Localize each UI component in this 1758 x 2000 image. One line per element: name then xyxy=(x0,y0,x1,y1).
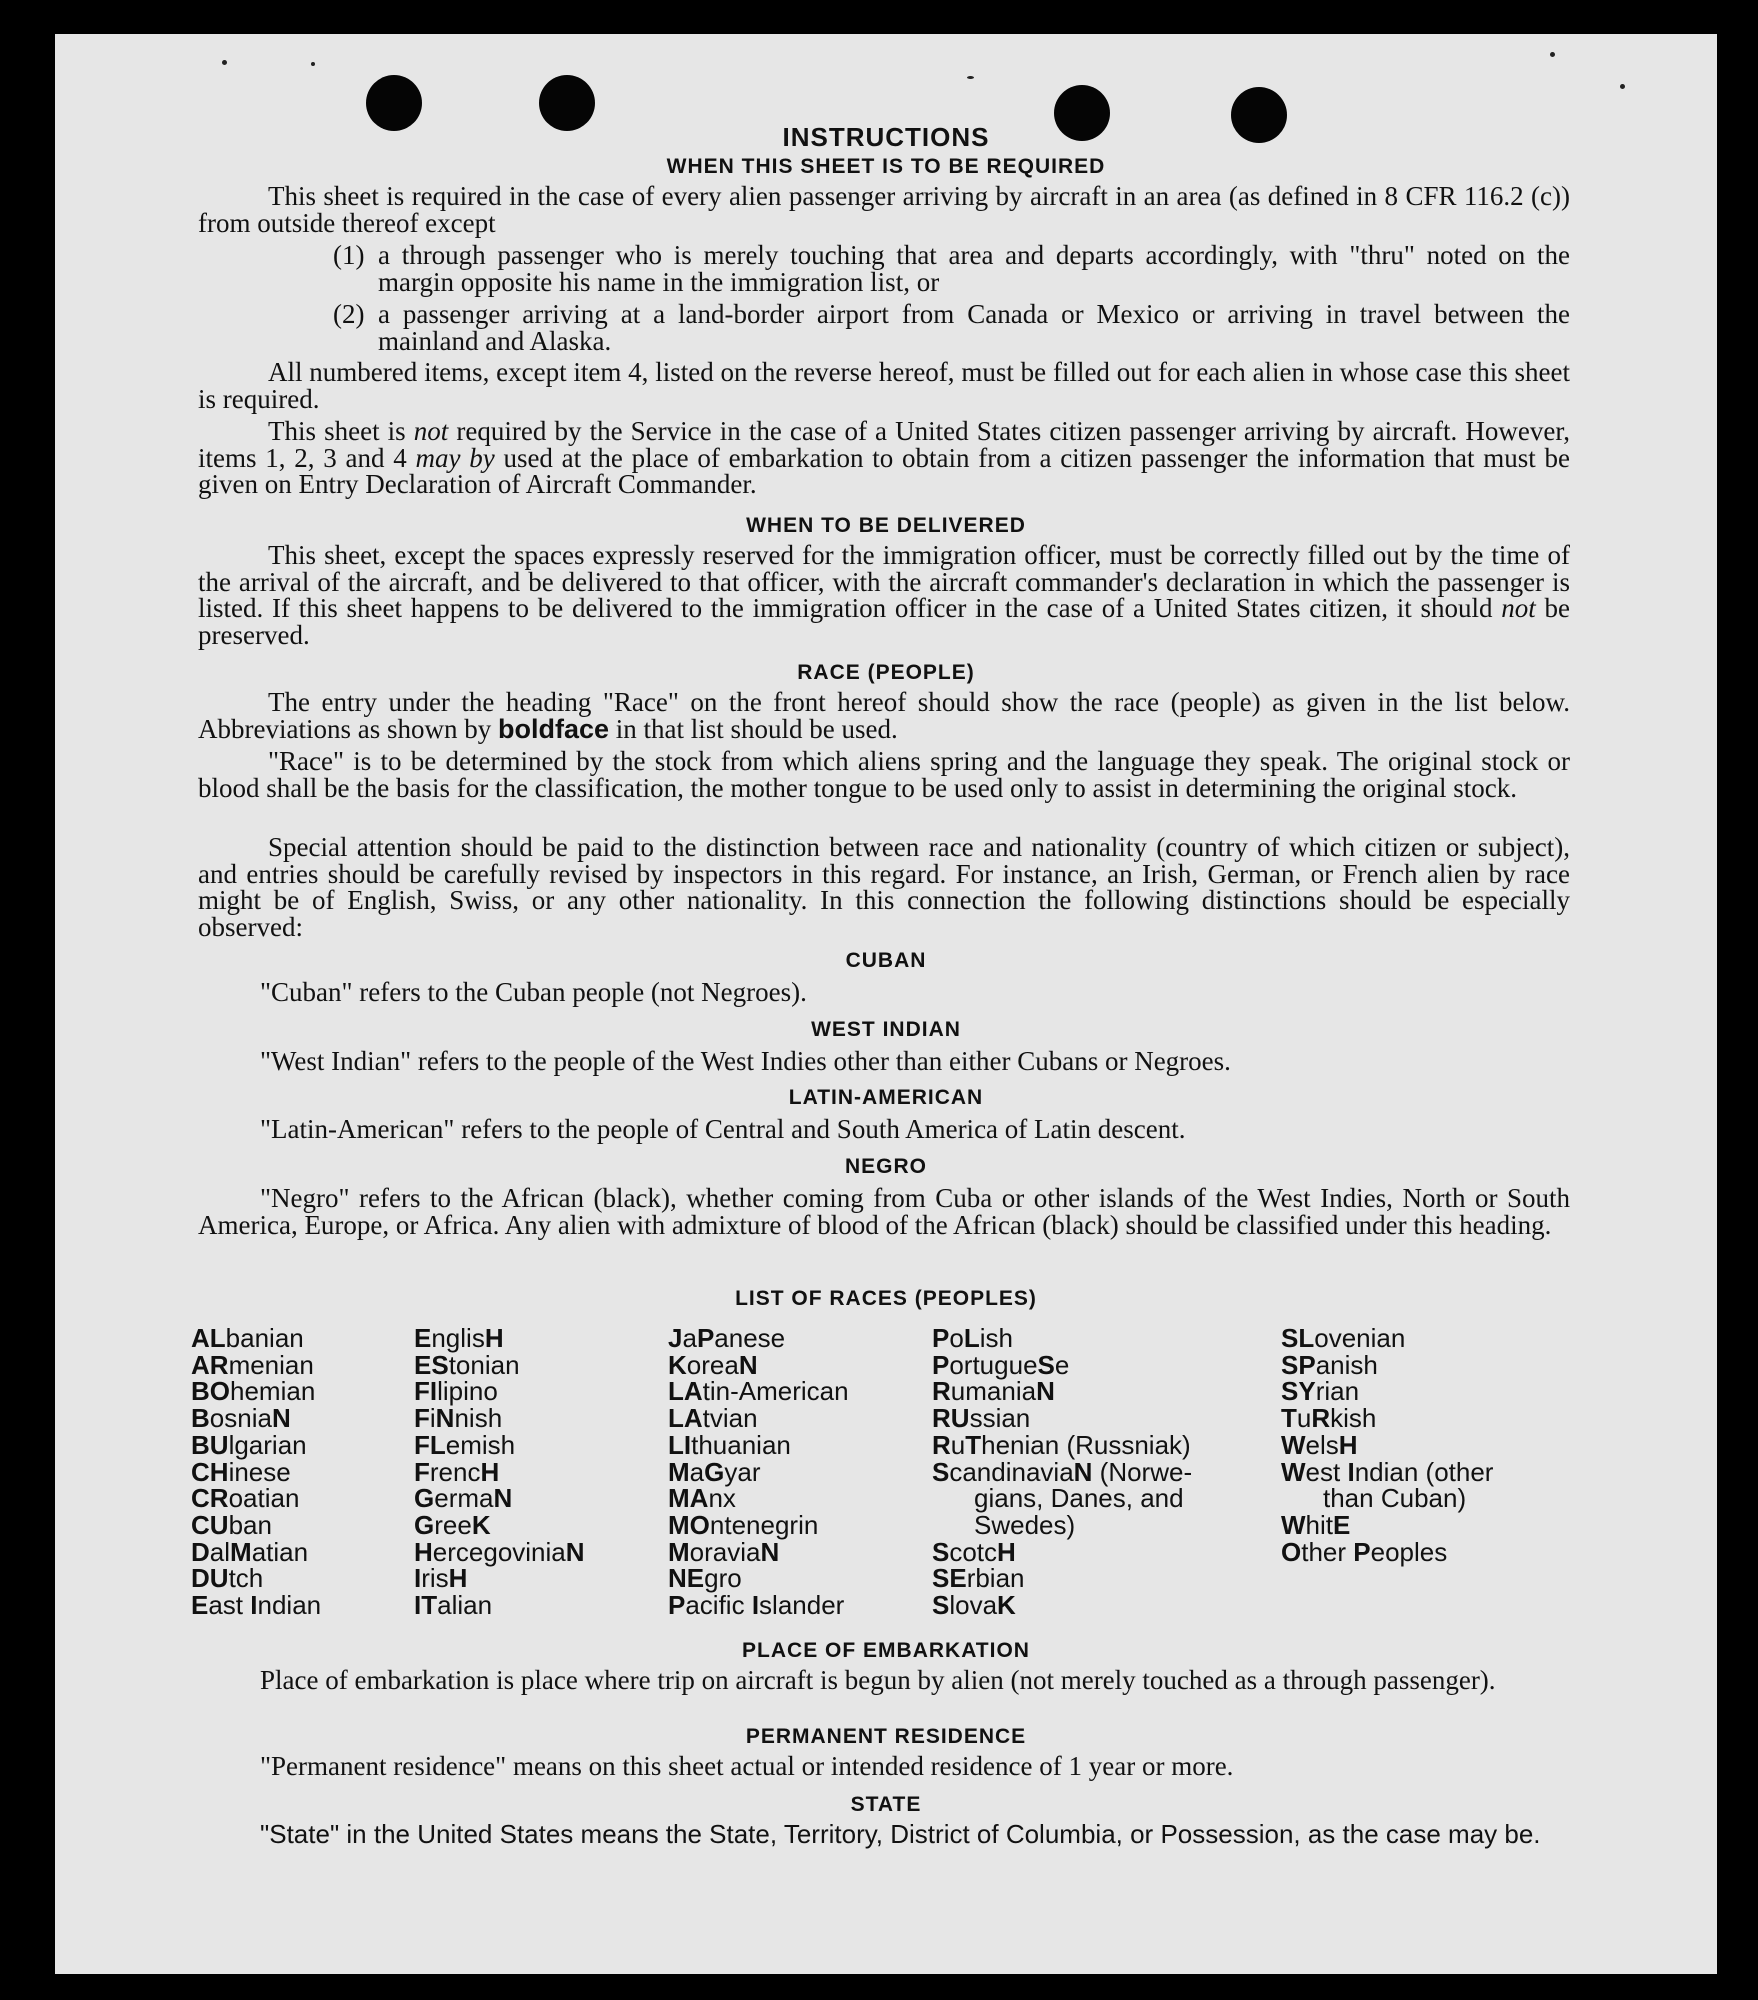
delivered-paragraph xyxy=(198,542,1570,648)
race-list-item xyxy=(1281,1456,1571,1487)
race-abbrev-letters: I xyxy=(250,1590,258,1621)
race-abbrev-letters: P xyxy=(696,1323,715,1353)
race-abbrev-letters: BU xyxy=(191,1429,229,1460)
citizen-not-italic: not xyxy=(413,416,449,446)
race-name-part: orea xyxy=(686,1349,739,1380)
race-abbrev-letters: RU xyxy=(932,1403,970,1434)
latin-american-definition: "Latin-American" refers to the people of Central and South America of Latin descent. xyxy=(260,1114,1186,1144)
race-p1-text-b: in that list should be used. xyxy=(615,713,898,744)
race-abbrev-letters: DU xyxy=(191,1563,229,1594)
race-name-part: ree xyxy=(434,1509,472,1540)
race-abbrev-letters: P xyxy=(932,1323,950,1353)
race-name-part: banian xyxy=(225,1323,304,1353)
races-column-5 xyxy=(1281,1325,1571,1565)
race-name-part: yar xyxy=(724,1456,761,1487)
race-name-part: ortugue xyxy=(949,1349,1038,1380)
race-name-part: tch xyxy=(228,1563,264,1594)
race-abbrev-letters: N xyxy=(493,1483,513,1514)
speck xyxy=(311,62,315,66)
race-abbrev-letters: W xyxy=(1281,1509,1306,1540)
race-list-item xyxy=(1281,1405,1571,1432)
race-name-part: i xyxy=(429,1403,436,1434)
exception-2-text: a passenger arriving at a land-border airport from Canada or Mexico or arriving in travel between the mainland and Alaska. xyxy=(378,299,1570,356)
race-abbrev-letters: R xyxy=(932,1429,951,1460)
race-abbrev-letters: N xyxy=(565,1536,585,1567)
when-required-heading: WHEN THIS SHEET IS TO BE REQUIRED xyxy=(666,155,1106,178)
race-abbrev-letters: I xyxy=(414,1563,422,1594)
race-abbrev-letters: MO xyxy=(668,1509,710,1540)
race-list-item xyxy=(191,1405,391,1432)
race-name-part: Swedes) xyxy=(974,1509,1076,1540)
race-name-part: slander xyxy=(759,1590,845,1621)
races-list-heading: LIST OF RACES (PEOPLES) xyxy=(735,1287,1037,1310)
race-name-part: hit xyxy=(1305,1509,1334,1540)
cuban-heading: CUBAN xyxy=(845,949,927,972)
race-abbrev-letters: R xyxy=(1311,1403,1331,1434)
citizen-text-a: This sheet is xyxy=(268,416,406,446)
race-list-item xyxy=(414,1349,644,1380)
race-name-part: est xyxy=(1305,1456,1348,1487)
race-abbrev-letters: IT xyxy=(414,1590,438,1621)
delivered-not-italic: not xyxy=(1501,593,1536,623)
race-list-item xyxy=(932,1565,1262,1592)
race-list-item xyxy=(932,1378,1262,1405)
race-name-part: nglis xyxy=(431,1323,485,1353)
race-list-item xyxy=(414,1325,644,1352)
negro-heading: NEGRO xyxy=(844,1155,927,1178)
race-abbrev-letters: I xyxy=(1347,1456,1355,1487)
race-abbrev-letters: D xyxy=(191,1536,210,1567)
race-name-part: henian (Russniak) xyxy=(981,1429,1191,1460)
exception-2-number: (2) xyxy=(333,299,365,329)
race-abbrev-letters: T xyxy=(1281,1403,1297,1434)
race-abbrev-letters: CR xyxy=(191,1483,229,1514)
race-name-part: u xyxy=(1296,1403,1312,1434)
speck xyxy=(222,60,227,65)
race-name-part: ast xyxy=(208,1590,251,1621)
race-list-item xyxy=(414,1565,644,1592)
race-abbrev-letters: SE xyxy=(932,1563,967,1594)
race-abbrev-letters: P xyxy=(668,1590,686,1621)
race-list-item xyxy=(668,1378,918,1405)
race-abbrev-letters: S xyxy=(932,1590,950,1621)
speck xyxy=(1620,84,1625,89)
race-name-part: gians, Danes, and xyxy=(974,1483,1184,1514)
race-name-part: tonian xyxy=(448,1349,520,1380)
race-abbrev-letters: M xyxy=(668,1456,690,1487)
race-list-item xyxy=(1281,1485,1571,1512)
race-abbrev-letters: AL xyxy=(191,1323,226,1353)
race-name-part: nish xyxy=(454,1403,503,1434)
race-name-part: inese xyxy=(228,1456,291,1487)
race-abbrev-letters: K xyxy=(997,1590,1016,1621)
race-abbrev-letters: H xyxy=(484,1323,504,1353)
citizen-text-b: required by the Service in the case of a United States citizen passenger arriving by aircraft. However, items 1, 2, 3 and 4 xyxy=(198,416,1571,473)
race-list-item xyxy=(668,1536,918,1567)
race-abbrev-letters: N xyxy=(738,1349,758,1380)
race-name-part: thuanian xyxy=(691,1429,791,1460)
race-abbrev-letters: N xyxy=(1036,1376,1055,1407)
embarkation-paragraph: Place of embarkation is place where trip on aircraft is begun by alien (not merely touched as a through passenger). xyxy=(260,1665,1496,1695)
state-paragraph: "State" in the United States means the State, Territory, District of Columbia, or Possession, as the case may be. xyxy=(260,1819,1541,1849)
speck xyxy=(967,76,974,79)
race-list-item xyxy=(1281,1509,1571,1540)
race-name-part: a xyxy=(689,1456,705,1487)
race-name-part: menian xyxy=(228,1349,314,1380)
required-intro: This sheet is required in the case of every alien passenger arriving by aircraft in an area (as defined in 8 CFR 116.2 (c)) from outside thereof except xyxy=(198,181,1570,238)
race-list-item xyxy=(414,1378,644,1405)
race-abbrev-letters: ES xyxy=(414,1349,449,1380)
race-name-part: u xyxy=(950,1429,966,1460)
race-name-part: ovenian xyxy=(1314,1323,1406,1353)
when-delivered-heading: WHEN TO BE DELIVERED xyxy=(746,514,1026,537)
race-abbrev-letters: M xyxy=(230,1536,252,1567)
races-column-3 xyxy=(668,1325,918,1619)
race-name-part: acific xyxy=(685,1590,752,1621)
race-list-item xyxy=(414,1429,644,1460)
exception-2 xyxy=(333,301,1570,354)
race-name-part: osnia xyxy=(209,1403,272,1434)
race-abbrev-letters: F xyxy=(414,1403,430,1434)
race-abbrev-letters: LA xyxy=(668,1376,703,1407)
race-abbrev-letters: H xyxy=(448,1563,468,1594)
race-abbrev-letters: S xyxy=(932,1456,950,1487)
citizen-text-c: used at the place of embarkation to obtain from a citizen passenger the information that must be given on Entry Declaration of Aircraft Commander. xyxy=(198,442,1571,499)
race-abbrev-letters: SL xyxy=(1281,1323,1315,1353)
race-name-part: lova xyxy=(949,1590,998,1621)
race-paragraph-3: Special attention should be paid to the distinction between race and nationality (country of which citizen or subject), and entries should be carefully revised by inspectors in this regard. For instance, an Irish, German, or French alien by race might be of English, Swiss, or any other nationality. In this connection the following distinctions should be especially observed: xyxy=(198,832,1570,942)
race-name-part: al xyxy=(209,1536,231,1567)
race-name-part: cotc xyxy=(949,1536,998,1567)
race-name-part: emish xyxy=(445,1429,516,1460)
race-abbrev-letters: O xyxy=(1281,1536,1302,1567)
race-abbrev-letters: W xyxy=(1281,1456,1306,1487)
race-list-item xyxy=(191,1325,391,1352)
exception-1-text: a through passenger who is merely touching that area and departs accordingly, with "thru" noted on the margin opposite his name in the immigration list, or xyxy=(378,240,1570,297)
negro-definition: "Negro" refers to the African (black), whether coming from Cuba or other islands of the West Indies, North or South America, Europe, or Africa. Any alien with admixture of blood of the African (black) should be classified under this heading. xyxy=(198,1183,1570,1240)
race-list-item xyxy=(668,1405,918,1432)
embarkation-heading: PLACE OF EMBARKATION xyxy=(742,1639,1030,1662)
race-list-item xyxy=(932,1536,1262,1567)
race-list-item xyxy=(191,1509,391,1540)
race-name-part: e xyxy=(1054,1349,1070,1380)
race-list-item xyxy=(932,1325,1262,1352)
race-list-item xyxy=(191,1349,391,1380)
race-abbrev-letters: H xyxy=(1338,1429,1358,1460)
race-list-item xyxy=(414,1592,644,1619)
race-list-item xyxy=(668,1592,918,1619)
race-paragraph-1 xyxy=(198,689,1570,742)
race-name-part: alian xyxy=(437,1590,493,1621)
race-name-part: rian xyxy=(1315,1376,1360,1407)
race-name-part: o xyxy=(949,1323,964,1353)
race-abbrev-letters: G xyxy=(414,1509,435,1540)
race-abbrev-letters: E xyxy=(1333,1509,1351,1540)
race-abbrev-letters: E xyxy=(191,1590,209,1621)
race-abbrev-letters: L xyxy=(963,1323,980,1353)
delivered-text-a: This sheet, except the spaces expressly reserved for the immigration officer, must be correctly filled out by the time of the arrival of the aircraft, and be delivered to that officer, with the aircraft commander's declaration in which the passenger is listed. If this sheet happens to be delivered to the immigration officer in the case of a United States citizen, it should xyxy=(198,540,1570,623)
race-name-part: lipino xyxy=(437,1376,498,1407)
race-name-part: tin-American xyxy=(702,1376,849,1407)
race-abbrev-letters: LI xyxy=(668,1429,692,1460)
race-abbrev-letters: P xyxy=(1353,1536,1371,1567)
race-list-item xyxy=(1281,1429,1571,1460)
race-list-item xyxy=(932,1349,1262,1380)
race-list-item xyxy=(668,1485,918,1512)
race-abbrev-letters: K xyxy=(471,1509,491,1540)
race-list-item xyxy=(1281,1536,1571,1567)
speck xyxy=(1550,52,1555,57)
document-page xyxy=(55,34,1717,1974)
race-list-item xyxy=(414,1456,644,1487)
race-list-item xyxy=(668,1429,918,1460)
race-name-part: oravia xyxy=(689,1536,761,1567)
race-list-item xyxy=(932,1429,1262,1460)
race-abbrev-letters: H xyxy=(480,1456,500,1487)
races-column-4 xyxy=(932,1325,1262,1619)
race-name-part: ther xyxy=(1301,1536,1354,1567)
exception-1 xyxy=(333,242,1570,295)
race-name-part: hemian xyxy=(230,1376,316,1407)
race-abbrev-letters: F xyxy=(414,1456,430,1487)
race-abbrev-letters: K xyxy=(668,1349,687,1380)
race-name-part: ercegovinia xyxy=(432,1536,566,1567)
race-abbrev-letters: H xyxy=(997,1536,1016,1567)
race-list-item xyxy=(932,1405,1262,1432)
race-name-part: ssian xyxy=(969,1403,1031,1434)
west-indian-definition: "West Indian" refers to the people of the West Indies other than either Cubans or Negroes. xyxy=(260,1046,1231,1076)
race-name-part: rbian xyxy=(966,1563,1025,1594)
race-name-part: kish xyxy=(1330,1403,1377,1434)
race-abbrev-letters: AR xyxy=(191,1349,229,1380)
race-list-item xyxy=(668,1565,918,1592)
race-list-item xyxy=(668,1456,918,1487)
race-name-part: ish xyxy=(979,1323,1013,1353)
race-name-part: ris xyxy=(421,1563,449,1594)
latin-american-heading: LATIN-AMERICAN xyxy=(788,1086,984,1109)
race-list-item xyxy=(191,1536,391,1567)
race-abbrev-letters: S xyxy=(1037,1349,1055,1380)
race-list-item xyxy=(414,1485,644,1512)
race-abbrev-letters: SY xyxy=(1281,1376,1316,1407)
race-list-item xyxy=(668,1325,918,1352)
race-list-item xyxy=(932,1485,1262,1512)
race-p1-boldface: boldface xyxy=(497,713,609,744)
races-column-2 xyxy=(414,1325,644,1619)
race-abbrev-letters: E xyxy=(414,1323,432,1353)
race-name-part: renc xyxy=(429,1456,481,1487)
races-column-1 xyxy=(191,1325,391,1619)
west-indian-heading: WEST INDIAN xyxy=(811,1018,961,1041)
race-abbrev-letters: N xyxy=(271,1403,291,1434)
race-abbrev-letters: S xyxy=(932,1536,950,1567)
race-abbrev-letters: P xyxy=(932,1349,950,1380)
race-abbrev-letters: MA xyxy=(668,1483,709,1514)
exception-1-number: (1) xyxy=(333,240,365,270)
race-name-part: ntenegrin xyxy=(709,1509,819,1540)
race-abbrev-letters: N xyxy=(435,1403,455,1434)
race-abbrev-letters: R xyxy=(932,1376,951,1407)
race-abbrev-letters: G xyxy=(414,1483,435,1514)
race-list-item xyxy=(191,1378,391,1405)
race-name-part: lgarian xyxy=(228,1429,307,1460)
race-name-part: anish xyxy=(1315,1349,1378,1380)
race-abbrev-letters: B xyxy=(191,1403,210,1434)
race-list-item xyxy=(668,1349,918,1380)
race-abbrev-letters: G xyxy=(704,1456,725,1487)
race-list-item xyxy=(932,1456,1262,1487)
race-name-part: umania xyxy=(950,1376,1037,1407)
race-list-item xyxy=(414,1536,644,1567)
instructions-title: INSTRUCTIONS xyxy=(782,122,990,152)
race-name-part: than Cuban) xyxy=(1323,1483,1467,1514)
permanent-residence-paragraph: "Permanent residence" means on this sheet actual or intended residence of 1 year or more. xyxy=(260,1751,1234,1781)
race-name-part: els xyxy=(1305,1429,1339,1460)
race-name-part: anese xyxy=(714,1323,786,1353)
race-name-part: a xyxy=(682,1323,697,1353)
citizen-paragraph xyxy=(198,418,1570,498)
race-list-item xyxy=(191,1485,391,1512)
race-abbrev-letters: BO xyxy=(191,1376,230,1407)
race-list-item xyxy=(414,1405,644,1432)
race-name-part: candinavia xyxy=(949,1456,1074,1487)
race-abbrev-letters: N xyxy=(1073,1456,1093,1487)
permanent-residence-heading: PERMANENT RESIDENCE xyxy=(745,1725,1027,1748)
citizen-mayby-italic: may by xyxy=(415,442,495,473)
race-list-item xyxy=(932,1592,1262,1619)
delivered-text-b: be preserved. xyxy=(198,593,1571,650)
race-list-item xyxy=(191,1565,391,1592)
race-name-part: eoples xyxy=(1370,1536,1448,1567)
race-list-item xyxy=(191,1456,391,1487)
race-abbrev-letters: W xyxy=(1281,1429,1306,1460)
race-name-part: gro xyxy=(704,1563,742,1594)
race-name-part: tvian xyxy=(702,1403,758,1434)
cuban-definition: "Cuban" refers to the Cuban people (not Negroes). xyxy=(260,977,807,1007)
race-abbrev-letters: SP xyxy=(1281,1349,1316,1380)
race-abbrev-letters: CU xyxy=(191,1509,229,1540)
race-list-item xyxy=(668,1509,918,1540)
race-p1-text-a: The entry under the heading "Race" on the front hereof should show the race (people) as given in the list below. Abbreviations as shown by xyxy=(198,687,1570,744)
race-abbrev-letters: N xyxy=(760,1536,780,1567)
race-abbrev-letters: H xyxy=(414,1536,433,1567)
race-paragraph-2: "Race" is to be determined by the stock from which aliens spring and the language they speak. The original stock or blood shall be the basis for the classification, the mother tongue to be used only to assist in determining the original stock. xyxy=(198,746,1570,803)
race-name-part: ndian (other xyxy=(1354,1456,1494,1487)
race-name-part: erma xyxy=(434,1483,494,1514)
race-list-item xyxy=(1281,1325,1571,1352)
race-name-part: nx xyxy=(708,1483,736,1514)
race-list-item xyxy=(191,1592,391,1619)
race-name-part: (Norwe- xyxy=(1092,1456,1193,1487)
race-name-part: atian xyxy=(251,1536,309,1567)
race-abbrev-letters: T xyxy=(965,1429,982,1460)
race-abbrev-letters: J xyxy=(668,1323,683,1353)
race-list-item xyxy=(1281,1349,1571,1380)
race-list-item xyxy=(1281,1378,1571,1405)
race-abbrev-letters: FI xyxy=(414,1376,438,1407)
race-list-item xyxy=(191,1429,391,1460)
race-name-part: oatian xyxy=(228,1483,300,1514)
race-list-item xyxy=(932,1509,1262,1540)
state-heading: STATE xyxy=(850,1793,922,1816)
race-list-item xyxy=(414,1509,644,1540)
race-name-part: ban xyxy=(228,1509,272,1540)
race-abbrev-letters: I xyxy=(751,1590,760,1621)
race-abbrev-letters: CH xyxy=(191,1456,229,1487)
race-abbrev-letters: LA xyxy=(668,1403,703,1434)
race-name-part: ndian xyxy=(257,1590,322,1621)
race-abbrev-letters: FL xyxy=(414,1429,446,1460)
race-heading: RACE (PEOPLE) xyxy=(797,661,975,684)
race-abbrev-letters: NE xyxy=(668,1563,705,1594)
race-abbrev-letters: M xyxy=(668,1536,690,1567)
numbered-items-paragraph: All numbered items, except item 4, listed on the reverse hereof, must be filled out for each alien in whose case this sheet is required. xyxy=(198,357,1570,414)
